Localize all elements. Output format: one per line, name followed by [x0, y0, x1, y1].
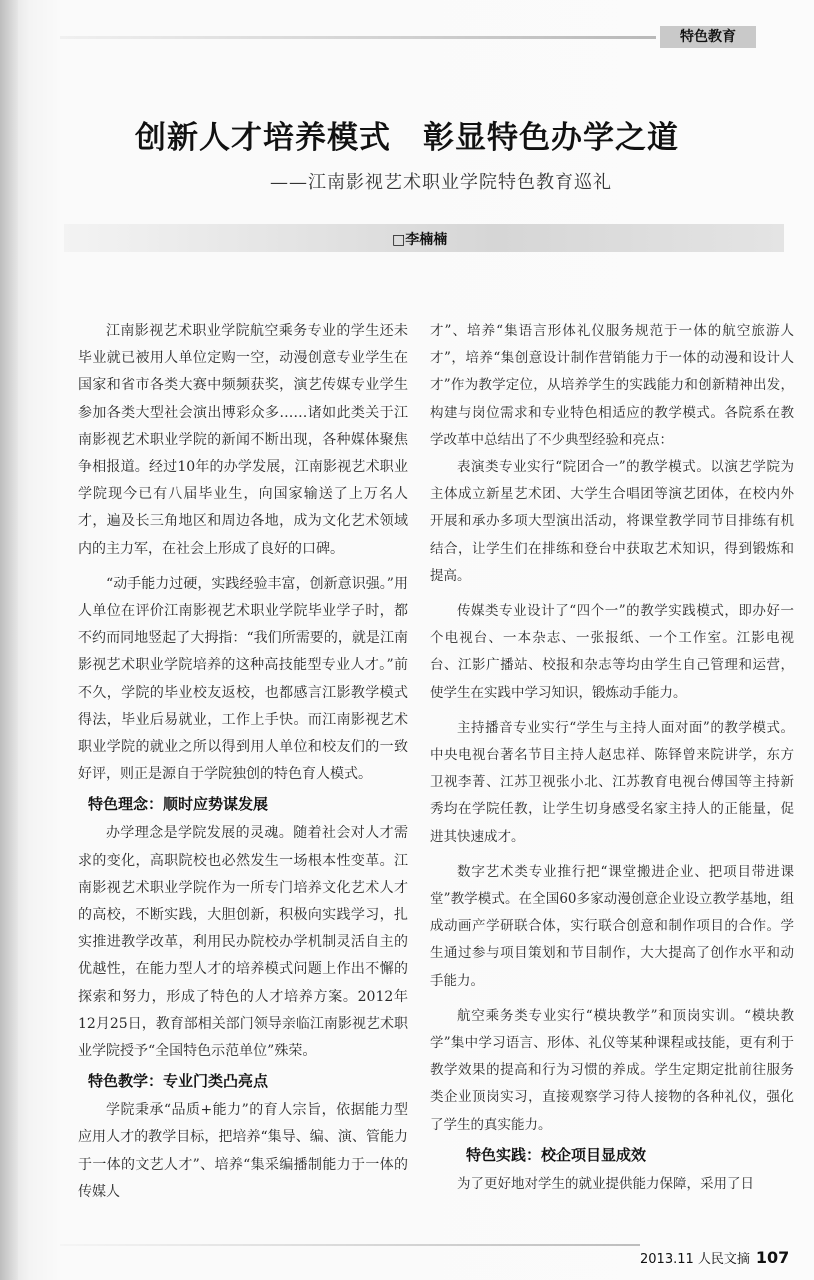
article-author: □李楠楠	[392, 232, 448, 248]
page-spine-shadow	[0, 0, 18, 1280]
header-rule	[60, 36, 656, 39]
footer-rule	[60, 1244, 640, 1246]
body-paragraph: “动手能力过硬，实践经验丰富，创新意识强。”用人单位在评价江南影视艺术职业学院毕业学子时，都不约而同地竖起了大拇指：“我们所需要的，就是江南影视艺术职业学院培养的这种高技能型专业人才。”前不久，学院的毕业校友返校，也都感言江影教学模式得法，毕业后易就业，工作上手快。而江南影视艺术职业学院的就业之所以得到用人单位和校友们的一致好评，则正是源自于学院独创的特色育人模式。	[78, 575, 408, 783]
body-paragraph: 学院秉承“品质+能力”的育人宗旨，依据能力型应用人才的教学目标，把培养“集导、编、演、管能力于一体的文艺人才”、培养“集采编播制能力于一体的传媒人	[78, 1102, 408, 1200]
body-paragraph: 为了更好地对学生的就业提供能力保障，采用了日	[457, 1175, 754, 1192]
body-paragraph: 航空乘务类专业实行“模块教学”和顶岗实训。“模块教学”集中学习语言、形体、礼仪等某种课程或技能，更有利于教学效果的提高和行为习惯的养成。学生定期定批前往服务类企业顶岗实习，直接观察学习待人接物的各种礼仪，强化了学生的真实能力。	[430, 1007, 794, 1133]
body-paragraph: 才”、培养“集语言形体礼仪服务规范于一体的航空旅游人才”，培养“集创意设计制作营销能力于一体的动漫和设计人才”作为教学定位，从培养学生的实践能力和创新精神出发，构建与岗位需求和专业特色相适应的教学模式。各院系在教学改革中总结出了不少典型经验和亮点：	[430, 323, 794, 448]
section-heading: 特色教学：专业门类凸亮点	[88, 1072, 269, 1091]
section-heading: 特色实践：校企项目显成效	[466, 1145, 647, 1164]
article-title: 创新人才培养模式 彰显特色办学之道	[135, 120, 679, 156]
issue-label: 2013.11 人民文摘	[640, 1252, 750, 1267]
body-paragraph: 办学理念是学院发展的灵魂。随着社会对人才需求的变化，高职院校也必然发生一场根本性变革。江南影视艺术职业学院作为一所专门培养文化艺术人才的高校，不断实践，大胆创新，积极向实践学习，扎实推进教学改革，利用民办院校办学机制灵活自主的优越性，在能力型人才的培养模式问题上作出不懈的探索和努力，形成了特色的人才培养方案。2012年12月25日，教育部相关部门领导亲临江南影视艺术职业学院授予“全国特色示范单位”殊荣。	[78, 825, 408, 1060]
left-column	[78, 318, 408, 1206]
section-heading: 特色理念：顺时应势谋发展	[88, 795, 269, 814]
column-tag: 特色教育	[660, 26, 756, 48]
article-subtitle: ——江南影视艺术职业学院特色教育巡礼	[270, 172, 612, 193]
right-column	[430, 318, 794, 1198]
page-number: 107	[755, 1248, 790, 1267]
body-paragraph: 主持播音专业实行“学生与主持人面对面”的教学模式。中央电视台著名节目主持人赵忠祥、陈铎曾来院讲学，东方卫视李菁、江苏卫视张小北、江苏教育电视台傅国等主持新秀均在学院任教，让学生切身感受名家主持人的正能量，促进其快速成才。	[430, 719, 794, 845]
body-paragraph: 数字艺术类专业推行把“课堂搬进企业、把项目带进课堂”教学模式。在全国60多家动漫创意企业设立教学基地，组成动画产学研联合体，实行联合创意和制作项目的合作。学生通过参与项目策划和节目制作，大大提高了创作水平和动手能力。	[430, 863, 794, 989]
page-footer	[640, 1248, 789, 1267]
body-paragraph: 传媒类专业设计了“四个一”的教学实践模式，即办好一个电视台、一本杂志、一张报纸、一个工作室。江影电视台、江影广播站、校报和杂志等均由学生自己管理和运营，使学生在实践中学习知识，锻炼动手能力。	[430, 603, 794, 701]
body-paragraph: 表演类专业实行“院团合一”的教学模式。以演艺学院为主体成立新星艺术团、大学生合唱团等演艺团体，在校内外开展和承办多项大型演出活动，将课堂教学同节目排练有机结合，让学生们在排练和登台中获取艺术知识，得到锻炼和提高。	[430, 459, 794, 584]
body-paragraph: 江南影视艺术职业学院航空乘务专业的学生还未毕业就已被用人单位定购一空，动漫创意专业学生在国家和省市各类大赛中频频获奖，演艺传媒专业学生参加各类大型社会演出博彩众多……诸如此类关于江南影视艺术职业学院的新闻不断出现，各种媒体聚焦争相报道。经过10年的办学发展，江南影视艺术职业学院现今已有八届毕业生，向国家输送了上万名人才，遍及长三角地区和周边各地，成为文化艺术领域内的主力军，在社会上形成了良好的口碑。	[78, 323, 408, 557]
